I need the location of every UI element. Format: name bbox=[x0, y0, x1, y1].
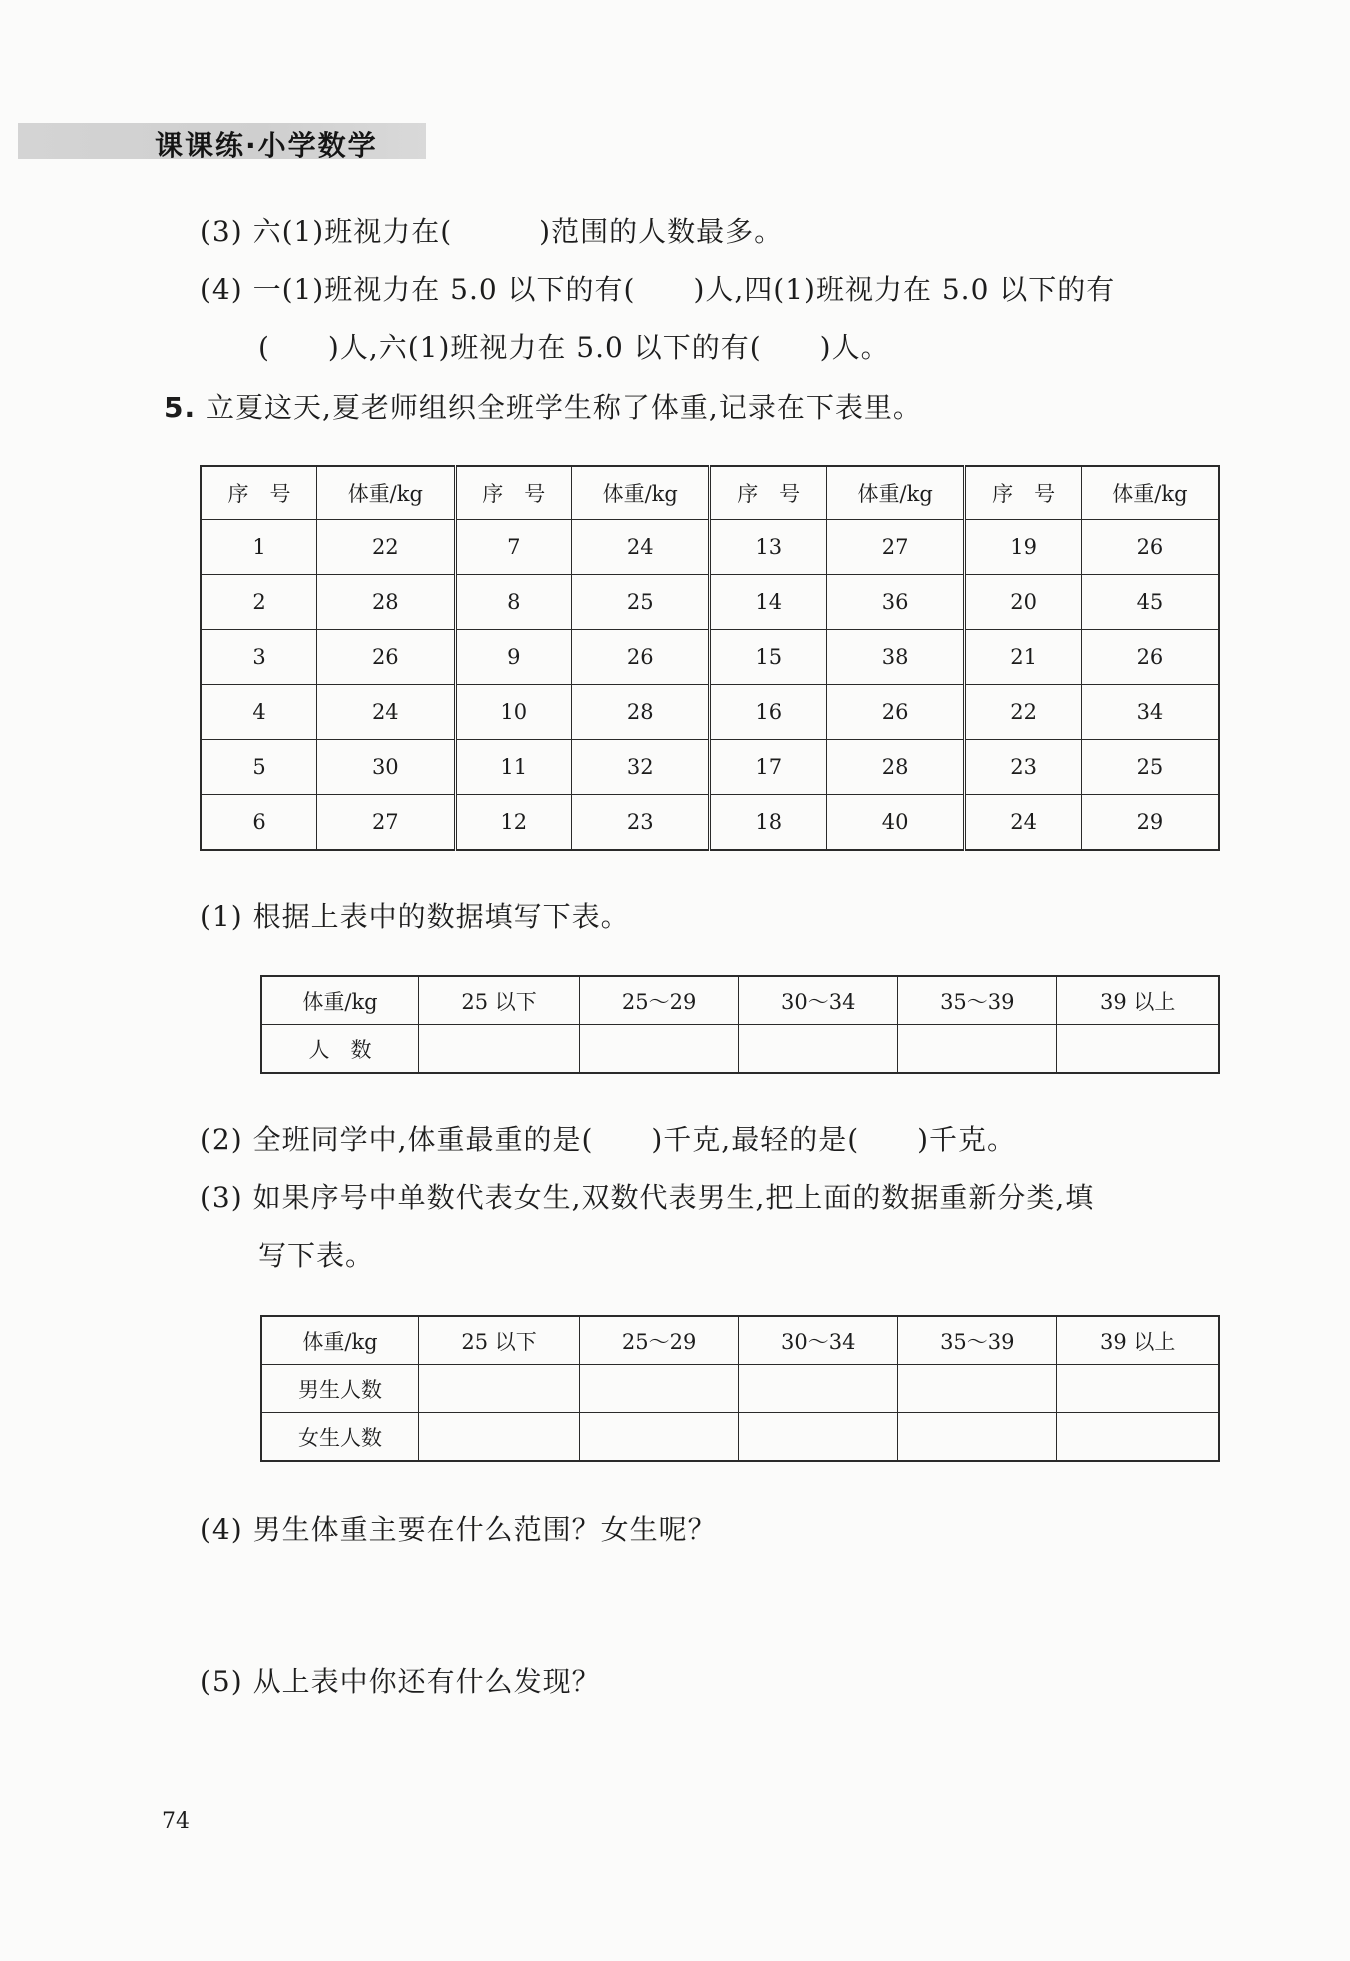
weight-range-table bbox=[260, 975, 1220, 1074]
table-cell: 13 bbox=[710, 520, 826, 575]
table-cell: 11 bbox=[455, 740, 571, 795]
question-5-2: (2) 全班同学中,体重最重的是( )千克,最轻的是( )千克。 bbox=[200, 1123, 1017, 1156]
header-cell: 体重/kg bbox=[261, 1316, 419, 1365]
table-cell: 6 bbox=[201, 795, 317, 851]
row-label: 男生人数 bbox=[261, 1365, 419, 1413]
header-cell: 体重/kg bbox=[1081, 466, 1219, 520]
question-5-stem bbox=[164, 388, 922, 428]
table-cell: 26 bbox=[572, 630, 710, 685]
table-cell: 24 bbox=[572, 520, 710, 575]
row-label: 人 数 bbox=[261, 1025, 419, 1074]
header-cell: 30～34 bbox=[739, 976, 898, 1025]
table-cell: 22 bbox=[317, 520, 455, 575]
table-row bbox=[201, 520, 1219, 575]
table-cell: 17 bbox=[710, 740, 826, 795]
table-cell: 22 bbox=[965, 685, 1081, 740]
question-5-3-line1: (3) 如果序号中单数代表女生,双数代表男生,把上面的数据重新分类,填 bbox=[200, 1181, 1095, 1214]
page-number: 74 bbox=[162, 1809, 190, 1834]
answer-cell[interactable] bbox=[1057, 1365, 1219, 1413]
header-cell: 体重/kg bbox=[317, 466, 455, 520]
table-cell: 28 bbox=[317, 575, 455, 630]
table-header-row bbox=[261, 1316, 1219, 1365]
table-cell: 20 bbox=[965, 575, 1081, 630]
header-cell: 25～29 bbox=[580, 976, 739, 1025]
answer-cell[interactable] bbox=[739, 1025, 898, 1074]
table-cell: 23 bbox=[965, 740, 1081, 795]
table-row bbox=[261, 1365, 1219, 1413]
answer-cell[interactable] bbox=[419, 1025, 580, 1074]
table-cell: 34 bbox=[1081, 685, 1219, 740]
answer-cell[interactable] bbox=[898, 1025, 1057, 1074]
table-cell: 40 bbox=[826, 795, 964, 851]
answer-cell[interactable] bbox=[580, 1025, 739, 1074]
table-cell: 26 bbox=[317, 630, 455, 685]
answer-cell[interactable] bbox=[739, 1413, 898, 1462]
question-5-5: (5) 从上表中你还有什么发现？ bbox=[200, 1665, 601, 1698]
table-cell: 16 bbox=[710, 685, 826, 740]
table-cell: 25 bbox=[572, 575, 710, 630]
table-cell: 26 bbox=[1081, 630, 1219, 685]
answer-cell[interactable] bbox=[419, 1413, 580, 1462]
answer-cell[interactable] bbox=[580, 1365, 739, 1413]
answer-cell[interactable] bbox=[1057, 1025, 1219, 1074]
table-cell: 18 bbox=[710, 795, 826, 851]
table-cell: 2 bbox=[201, 575, 317, 630]
header-cell: 35～39 bbox=[898, 976, 1057, 1025]
question-5-text: 立夏这天,夏老师组织全班学生称了体重,记录在下表里。 bbox=[206, 391, 922, 424]
table-cell: 29 bbox=[1081, 795, 1219, 851]
table-cell: 4 bbox=[201, 685, 317, 740]
header-cell: 25～29 bbox=[580, 1316, 739, 1365]
table-row bbox=[261, 1025, 1219, 1074]
table-cell: 21 bbox=[965, 630, 1081, 685]
table-cell: 28 bbox=[572, 685, 710, 740]
answer-cell[interactable] bbox=[419, 1365, 580, 1413]
answer-cell[interactable] bbox=[898, 1365, 1057, 1413]
table-cell: 25 bbox=[1081, 740, 1219, 795]
header-cell: 序 号 bbox=[710, 466, 826, 520]
table-cell: 12 bbox=[455, 795, 571, 851]
answer-cell[interactable] bbox=[739, 1365, 898, 1413]
table-cell: 14 bbox=[710, 575, 826, 630]
gender-weight-table bbox=[260, 1315, 1220, 1462]
header-cell: 35～39 bbox=[898, 1316, 1057, 1365]
table-row bbox=[201, 575, 1219, 630]
table-cell: 24 bbox=[965, 795, 1081, 851]
header-cell: 体重/kg bbox=[826, 466, 964, 520]
table-row bbox=[261, 1413, 1219, 1462]
header-cell: 25 以下 bbox=[419, 976, 580, 1025]
question-5-4: (4) 男生体重主要在什么范围？女生呢？ bbox=[200, 1513, 717, 1546]
header-cell: 30～34 bbox=[739, 1316, 898, 1365]
table-row bbox=[201, 740, 1219, 795]
table-cell: 36 bbox=[826, 575, 964, 630]
table-cell: 10 bbox=[455, 685, 571, 740]
question-5-1: (1) 根据上表中的数据填写下表。 bbox=[200, 900, 630, 933]
table-cell: 3 bbox=[201, 630, 317, 685]
table-cell: 45 bbox=[1081, 575, 1219, 630]
header-cell: 体重/kg bbox=[261, 976, 419, 1025]
table-cell: 23 bbox=[572, 795, 710, 851]
question-4-4-line1: (4) 一(1)班视力在 5.0 以下的有( )人,四(1)班视力在 5.0 以下的有 bbox=[200, 273, 1116, 306]
table-row bbox=[201, 630, 1219, 685]
book-title: 课课练·小学数学 bbox=[155, 129, 378, 162]
table-header-row bbox=[261, 976, 1219, 1025]
table-header-row bbox=[201, 466, 1219, 520]
table-row bbox=[201, 795, 1219, 851]
header-cell: 25 以下 bbox=[419, 1316, 580, 1365]
table-cell: 26 bbox=[826, 685, 964, 740]
question-5-3-line2: 写下表。 bbox=[258, 1239, 375, 1272]
header-cell: 体重/kg bbox=[572, 466, 710, 520]
table-cell: 8 bbox=[455, 575, 571, 630]
table-cell: 15 bbox=[710, 630, 826, 685]
question-4-3: (3) 六(1)班视力在( )范围的人数最多。 bbox=[200, 215, 784, 248]
table-cell: 7 bbox=[455, 520, 571, 575]
row-label: 女生人数 bbox=[261, 1413, 419, 1462]
table-cell: 19 bbox=[965, 520, 1081, 575]
header-cell: 序 号 bbox=[455, 466, 571, 520]
answer-cell[interactable] bbox=[898, 1413, 1057, 1462]
table-cell: 1 bbox=[201, 520, 317, 575]
table-cell: 26 bbox=[1081, 520, 1219, 575]
table-cell: 24 bbox=[317, 685, 455, 740]
table-cell: 27 bbox=[317, 795, 455, 851]
table-cell: 28 bbox=[826, 740, 964, 795]
table-cell: 38 bbox=[826, 630, 964, 685]
header-cell: 序 号 bbox=[201, 466, 317, 520]
table-cell: 32 bbox=[572, 740, 710, 795]
header-cell: 序 号 bbox=[965, 466, 1081, 520]
table-cell: 5 bbox=[201, 740, 317, 795]
weight-record-table bbox=[200, 465, 1220, 851]
table-cell: 9 bbox=[455, 630, 571, 685]
header-cell: 39 以上 bbox=[1057, 976, 1219, 1025]
table-cell: 30 bbox=[317, 740, 455, 795]
answer-cell[interactable] bbox=[580, 1413, 739, 1462]
question-5-number: 5. bbox=[164, 391, 197, 424]
header-cell: 39 以上 bbox=[1057, 1316, 1219, 1365]
question-4-4-line2: ( )人,六(1)班视力在 5.0 以下的有( )人。 bbox=[258, 331, 890, 364]
answer-cell[interactable] bbox=[1057, 1413, 1219, 1462]
table-cell: 27 bbox=[826, 520, 964, 575]
table-row bbox=[201, 685, 1219, 740]
